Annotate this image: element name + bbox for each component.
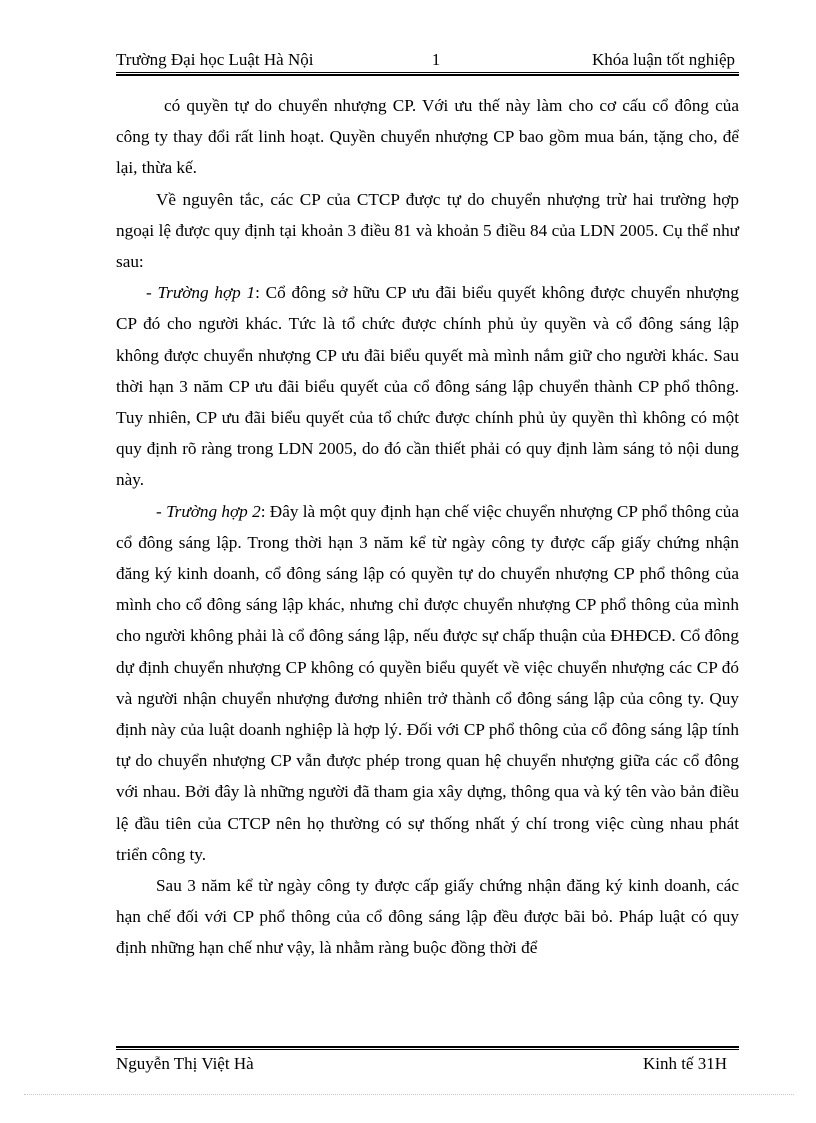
paragraph-case-2	[116, 496, 739, 870]
header-page-number: 1	[431, 50, 441, 69]
page-header	[116, 48, 739, 72]
body-text	[116, 90, 739, 964]
case-1-label: Trường hợp 1	[157, 283, 256, 303]
paragraph-2: Về nguyên tắc, các CP của CTCP được tự do chuyển nhượng trừ hai trường hợp ngoại lệ được quy định tại khoản 3 điều 81 và khoản 5 điều 84 của LDN 2005. Cụ thể như sau:	[116, 189, 739, 272]
case-2-label: Trường hợp 2	[166, 501, 261, 521]
header-school: Trường Đại học Luật Hà Nội	[116, 50, 314, 69]
header-divider	[116, 72, 739, 76]
paragraph-5: Sau 3 năm kể từ ngày công ty được cấp giấy chứng nhận đăng ký kinh doanh, các hạn chế đối với CP phổ thông của cổ đông sáng lập đều được bãi bỏ. Pháp luật có quy định những hạn chế như vậy, là nhằm ràng buộc đồng thời để	[116, 876, 739, 958]
case-1-dash: -	[146, 283, 158, 303]
footer-divider	[116, 1046, 739, 1050]
case-2-dash: -	[156, 501, 167, 521]
footer-author: Nguyễn Thị Việt Hà	[116, 1054, 254, 1073]
footer-class: Kinh tế 31H	[642, 1054, 727, 1073]
paragraph-1: có quyền tự do chuyển nhượng CP. Với ưu thế này làm cho cơ cấu cổ đông của công ty thay đổi rất linh hoạt. Quyền chuyển nhượng CP bao gồm mua bán, tặng cho, để lại, thừa kế.	[116, 96, 739, 178]
paragraph-case-1	[116, 277, 739, 495]
page-bottom-edge	[24, 1094, 794, 1095]
header-doc-type: Khóa luận tốt nghiệp	[591, 50, 735, 69]
case-1-text: : Cổ đông sở hữu CP ưu đãi biểu quyết không được chuyển nhượng CP đó cho người khác. Tức là tổ chức được chính phủ ủy quyền và cổ đông sáng lập không được chuyển nhượng CP ưu đãi biểu quyết mà mình nắm giữ cho người khác. Sau thời hạn 3 năm CP ưu đãi biểu quyết của cổ đông sáng lập chuyển thành CP phổ thông. Tuy nhiên, CP ưu đãi biểu quyết của tổ chức được chính phủ ủy quyền thì không có một quy định rõ ràng trong LDN 2005, do đó cần thiết phải có quy định làm sáng tỏ nội dung này.	[116, 283, 739, 490]
case-2-text: : Đây là một quy định hạn chế việc chuyển nhượng CP phổ thông của cổ đông sáng lập. Trong thời hạn 3 năm kể từ ngày công ty được cấp giấy chứng nhận đăng ký kinh doanh, cổ đông sáng lập có quyền tự do chuyển nhượng CP phổ thông của mình cho cổ đông sáng lập khác, nhưng chỉ được chuyển nhượng CP phổ thông của mình cho người không phải là cổ đông sáng lập, nếu được sự chấp thuận của ĐHĐCĐ. Cổ đông dự định chuyển nhượng CP không có quyền biểu quyết về việc chuyển nhượng các CP đó và người nhận chuyển nhượng đương nhiên trở thành cổ đông sáng lập của công ty. Quy định này của luật doanh nghiệp là hợp lý. Đối với CP phổ thông của cổ đông sáng lập tính tự do chuyển nhượng CP vẫn được phép trong quan hệ chuyển nhượng giữa các cổ đông với nhau. Bởi đây là những người đã tham gia xây dựng, thông qua và ký tên vào bản điều lệ đầu tiên của CTCP nên họ thường có sự thống nhất ý chí trong việc cùng nhau phát triển công ty.	[116, 501, 739, 864]
